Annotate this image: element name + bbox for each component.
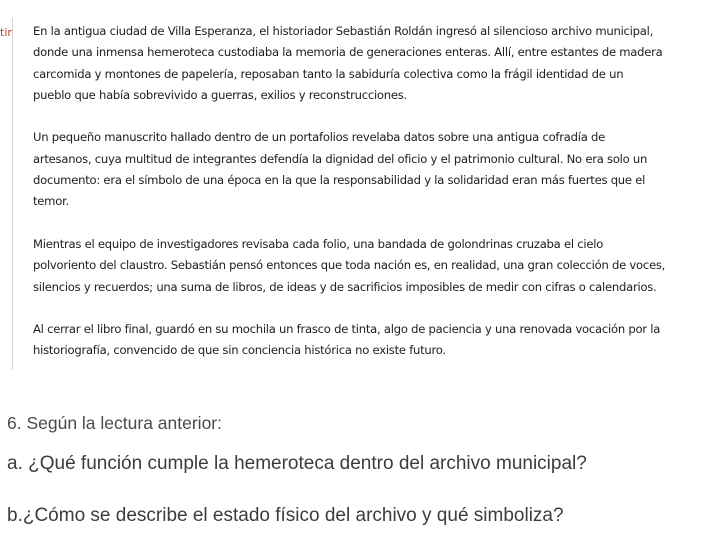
paragraph-3: Mientras el equipo de investigadores revisaba cada folio, una bandada de golondrinas cruzaba el cielo polvoriento del claustro. Sebastián pensó entonces que toda nación es, en realidad, una gran colección de voces, silencios y recuerdos; una suma de libros, de ideas y de sacrificios imposibles de medir con cifras o calendarios.	[33, 236, 666, 294]
reading-passage	[33, 21, 703, 362]
question-b: b.¿Cómo se describe el estado físico del archivo y qué simboliza?	[7, 505, 564, 526]
paragraph-2: Un pequeño manuscrito hallado dentro de un portafolios revelaba datos sobre una antigua cofradía de artesanos, cuya multitud de integrantes defendía la dignidad del oficio y el patrimonio cultural. No era solo un documento: era el símbolo de una época en la que la responsabilidad y la solidaridad eran más fuertes que el temor.	[33, 130, 648, 209]
question-a: a. ¿Qué función cumple la hemeroteca dentro del archivo municipal?	[7, 453, 587, 474]
paragraph-4: Al cerrar el libro final, guardó en su mochila un frasco de tinta, algo de paciencia y una renovada vocación por la historiografía, convencido de que sin conciencia histórica no existe futuro.	[33, 322, 661, 358]
questions-section	[7, 411, 707, 529]
paragraph-1: En la antigua ciudad de Villa Esperanza, el historiador Sebastián Roldán ingresó al silencioso archivo municipal, donde una inmensa hemeroteca custodiaba la memoria de generaciones enteras. Allí, entre estantes de madera carcomida y montones de papelería, reposaban tanto la sabiduría colectiva como la frágil identidad de un pueblo que había sobrevivido a guerras, exilios y reconstrucciones.	[33, 24, 663, 102]
margin-text-fragment: tir	[0, 26, 12, 39]
page-edge-divider	[12, 18, 13, 370]
question-heading: 6. Según la lectura anterior:	[7, 413, 222, 433]
